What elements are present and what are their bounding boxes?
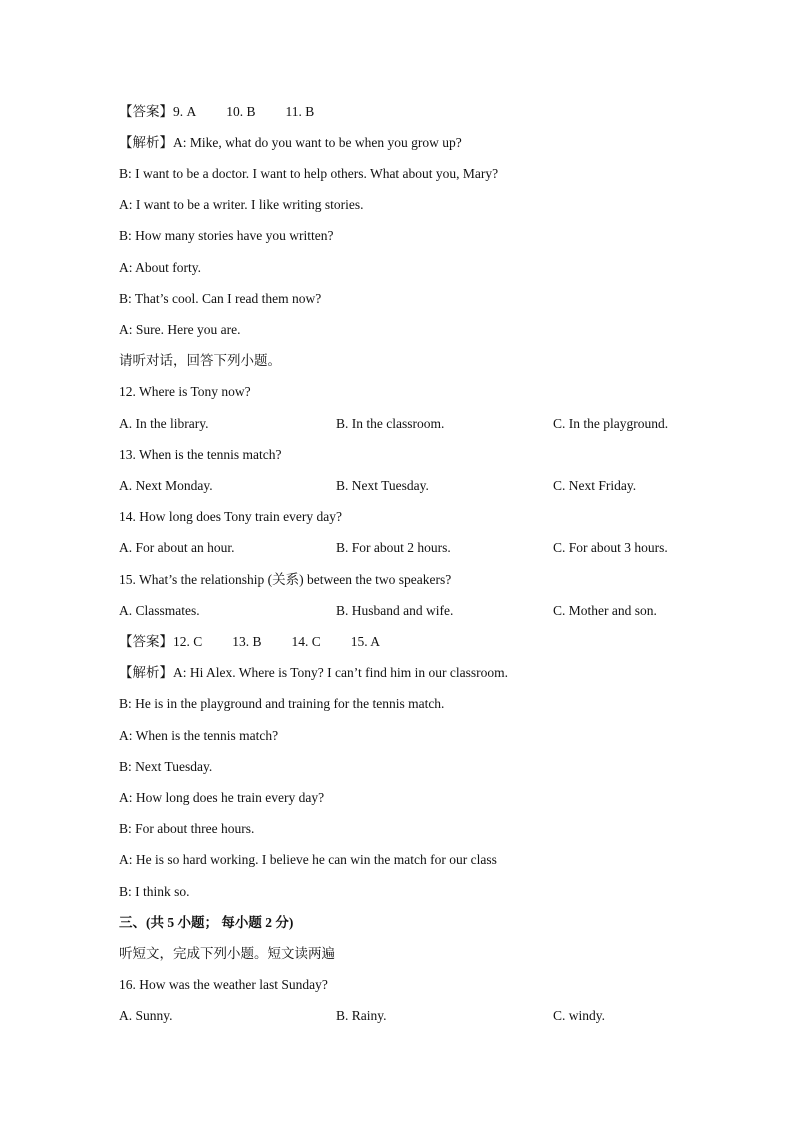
option-a: A. Sunny. <box>119 1008 173 1023</box>
question-text: 15. What’s the relationship (关系) between the two speakers? <box>119 572 452 587</box>
dialogue-line: B: Next Tuesday. <box>119 759 213 774</box>
analysis-line-1 <box>119 133 462 153</box>
analysis-tag: 【解析】 <box>119 135 173 150</box>
option-a: A. Classmates. <box>119 603 200 618</box>
option-a: A. In the library. <box>119 416 209 431</box>
answer-tag: 【答案】 <box>119 634 173 649</box>
option-c: C. Mother and son. <box>553 603 657 618</box>
dialogue-line: A: About forty. <box>119 260 201 275</box>
answer-item: 14. C <box>291 634 321 649</box>
dialogue-line: B: I think so. <box>119 884 190 899</box>
option-a: A. For about an hour. <box>119 540 235 555</box>
option-a: A. Next Monday. <box>119 478 213 493</box>
question-text: 12. Where is Tony now? <box>119 384 251 399</box>
answer-tag: 【答案】 <box>119 104 173 119</box>
instruction-text: 听短文，完成下列小题。短文读两遍 <box>119 946 335 961</box>
section-title: 三、(共 5 小题； 每小题 2 分) <box>119 915 294 930</box>
option-b: B. For about 2 hours. <box>336 540 451 555</box>
answer-item: 10. B <box>226 104 256 119</box>
dialogue-line: B: I want to be a doctor. I want to help others. What about you, Mary? <box>119 166 499 181</box>
analysis-line-2 <box>119 663 508 683</box>
option-c: C. For about 3 hours. <box>553 540 668 555</box>
dialogue-line: B: He is in the playground and training for the tennis match. <box>119 696 445 711</box>
answer-line-1 <box>119 102 314 122</box>
dialogue-line: A: Mike, what do you want to be when you grow up? <box>173 135 462 150</box>
answer-item: 13. B <box>232 634 262 649</box>
option-c: C. In the playground. <box>553 416 669 431</box>
instruction-text: 请听对话，回答下列小题。 <box>119 353 281 368</box>
dialogue-line: A: Sure. Here you are. <box>119 322 241 337</box>
dialogue-line: B: That’s cool. Can I read them now? <box>119 291 322 306</box>
dialogue-line: B: For about three hours. <box>119 821 255 836</box>
option-b: B. Rainy. <box>336 1008 387 1023</box>
question-text: 13. When is the tennis match? <box>119 447 282 462</box>
option-b: B. Next Tuesday. <box>336 478 429 493</box>
dialogue-line: A: He is so hard working. I believe he can win the match for our class <box>119 852 497 867</box>
question-text: 16. How was the weather last Sunday? <box>119 977 328 992</box>
answer-item: 12. C <box>173 634 203 649</box>
analysis-tag: 【解析】 <box>119 665 173 680</box>
dialogue-line: A: When is the tennis match? <box>119 728 279 743</box>
answer-line-2 <box>119 632 380 652</box>
option-b: B. In the classroom. <box>336 416 445 431</box>
answer-item: 11. B <box>285 104 315 119</box>
dialogue-line: B: How many stories have you written? <box>119 228 334 243</box>
dialogue-line: A: I want to be a writer. I like writing stories. <box>119 197 364 212</box>
question-text: 14. How long does Tony train every day? <box>119 509 343 524</box>
dialogue-line: A: Hi Alex. Where is Tony? I can’t find him in our classroom. <box>173 665 508 680</box>
dialogue-line: A: How long does he train every day? <box>119 790 325 805</box>
option-c: C. windy. <box>553 1008 606 1023</box>
option-b: B. Husband and wife. <box>336 603 454 618</box>
answer-item: 15. A <box>350 634 381 649</box>
answer-item: 9. A <box>173 104 197 119</box>
option-c: C. Next Friday. <box>553 478 637 493</box>
